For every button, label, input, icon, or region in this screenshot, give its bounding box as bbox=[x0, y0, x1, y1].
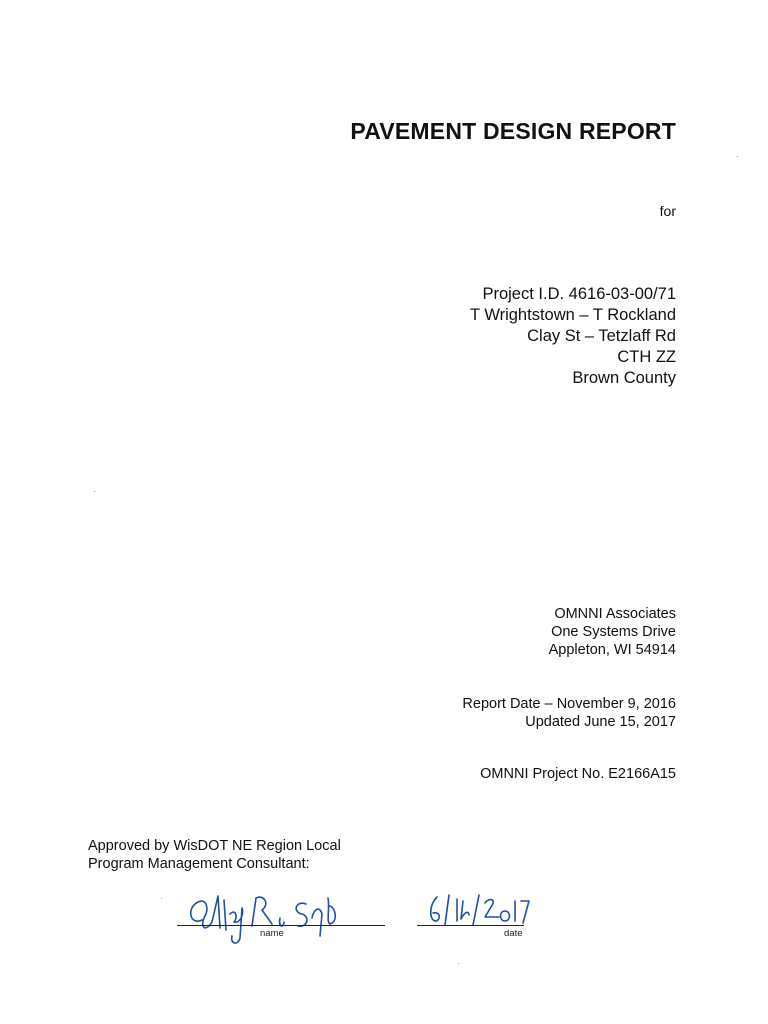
scan-speck bbox=[458, 963, 459, 964]
scan-speck bbox=[94, 491, 95, 492]
company-street: One Systems Drive bbox=[551, 624, 676, 640]
handwritten-date bbox=[427, 893, 537, 929]
date-label: date bbox=[504, 928, 523, 939]
company-city: Appleton, WI 54914 bbox=[548, 642, 676, 658]
project-id: Project I.D. 4616-03-00/71 bbox=[482, 285, 676, 303]
project-highway: CTH ZZ bbox=[617, 348, 676, 366]
signature-name-label: name bbox=[260, 928, 284, 939]
project-info-block bbox=[470, 284, 676, 389]
report-dates-block bbox=[462, 695, 676, 731]
report-date: Report Date – November 9, 2016 bbox=[462, 696, 676, 712]
approval-line-2: Program Management Consultant: bbox=[88, 856, 310, 872]
date-line bbox=[417, 925, 524, 926]
project-streets: Clay St – Tetzlaff Rd bbox=[527, 327, 676, 345]
report-title: PAVEMENT DESIGN REPORT bbox=[350, 118, 676, 144]
signature-line bbox=[177, 925, 385, 926]
updated-date: Updated June 15, 2017 bbox=[525, 714, 676, 730]
approval-line-1: Approved by WisDOT NE Region Local bbox=[88, 838, 341, 854]
company-address-block bbox=[549, 605, 676, 659]
project-number: OMNNI Project No. E2166A15 bbox=[480, 766, 676, 782]
project-county: Brown County bbox=[572, 369, 676, 387]
scan-speck bbox=[161, 898, 162, 899]
approval-statement bbox=[88, 837, 341, 873]
scan-speck bbox=[737, 156, 738, 157]
company-name: OMNNI Associates bbox=[554, 606, 676, 622]
for-label: for bbox=[659, 203, 676, 219]
project-towns: T Wrightstown – T Rockland bbox=[469, 306, 676, 324]
